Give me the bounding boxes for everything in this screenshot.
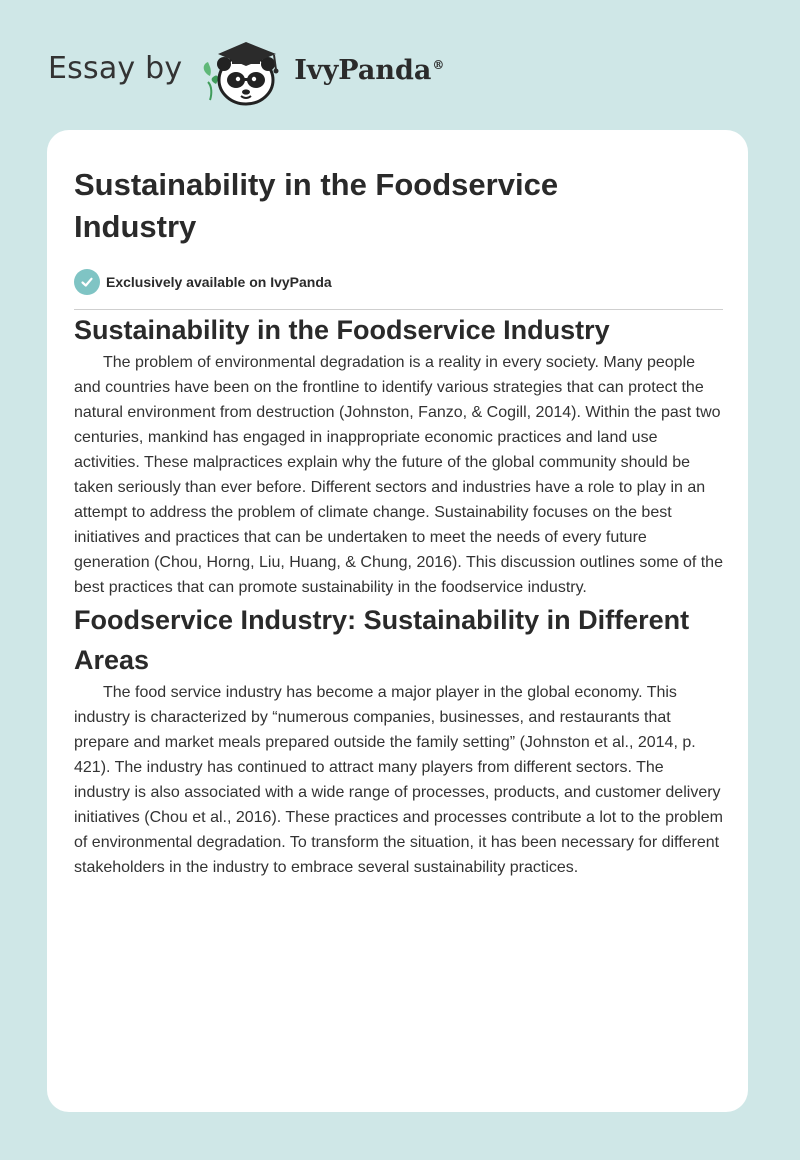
- page-title: Sustainability in the Foodservice Industry: [74, 167, 559, 244]
- section-heading: Foodservice Industry: Sustainability in Different Areas: [74, 605, 690, 675]
- section-paragraph: The food service industry has become a major player in the global economy. This industry is characterized by “numerous companies, businesses, and restaurants that prepare and market meals prepared outside the family setting” (Johnston et al., 2014, p. 421). The industry has continued to attract many players from different sectors. The industry is also associated with a wide range of processes, products, and customer delivery initiatives (Chou et al., 2016). These practices and processes contribute a lot to the problem of environmental degradation. To transform the situation, it has been necessary for different stakeholders in the industry to embrace several sustainability practices.: [74, 684, 723, 876]
- section-heading: Sustainability in the Foodservice Industry: [74, 315, 610, 345]
- brand-header: [48, 36, 444, 108]
- section-paragraph: The problem of environmental degradation is a reality in every society. Many people and countries have been on the frontline to identify various strategies that can protect the natural environment from destruction (Johnston, Fanzo, & Cogill, 2014). Within the past two centuries, mankind has engaged in inappropriate economic practices and land use activities. These malpractices explain why the future of the global community should be taken seriously than ever before. Different sectors and industries have a role to play in an attempt to address the problem of climate change. Sustainability focuses on the best initiatives and practices that can be undertaken to meet the needs of every future generation (Chou, Horng, Liu, Huang, & Chung, 2016). This discussion outlines some of the best practices that can promote sustainability in the foodservice industry.: [74, 354, 723, 596]
- check-circle-icon: [74, 269, 100, 295]
- registered-mark: ®: [432, 57, 445, 72]
- exclusive-badge: [74, 268, 721, 296]
- document-card: [47, 130, 748, 1112]
- panda-graduate-logo-icon: [196, 36, 292, 108]
- brand-prefix: Essay by: [48, 50, 183, 86]
- brand-name-text: IvyPanda: [294, 54, 432, 86]
- brand-name: [294, 55, 444, 86]
- badge-label: Exclusively available on IvyPanda: [106, 274, 332, 290]
